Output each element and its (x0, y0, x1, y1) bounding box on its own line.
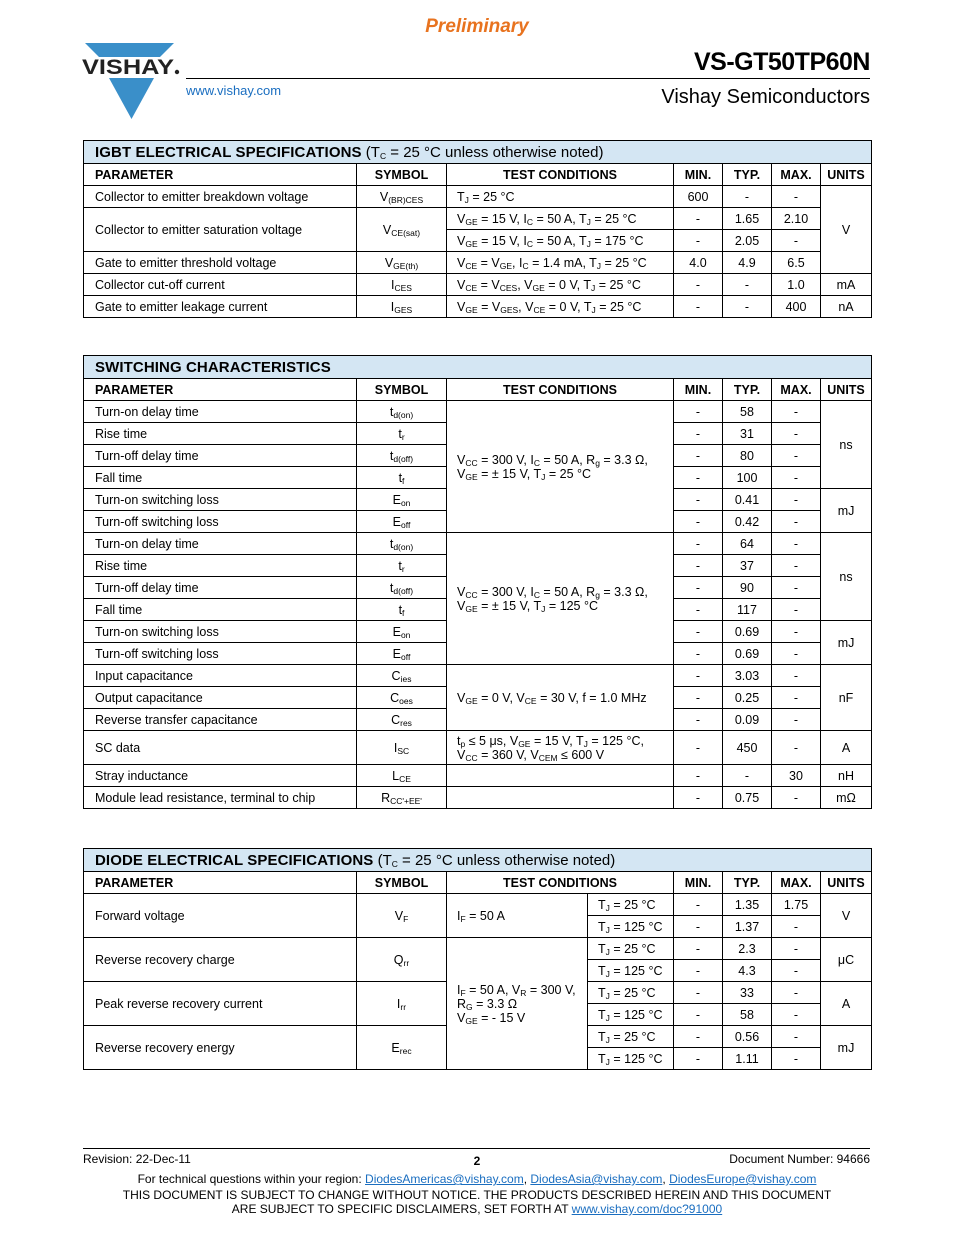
company-name: Vishay Semiconductors (661, 86, 870, 108)
table-row: Gate to emitter leakage current $I_{GES}$ $V_{GE} = V_{GES}$, $V_{CE} = 0$ V, $T_J = 25$ °C - - 400 nA (84, 296, 872, 318)
igbt-table-title: IGBT ELECTRICAL SPECIFICATIONS ($T_C = 25$ °C unless otherwise noted) (84, 141, 872, 164)
disclaimer-link[interactable]: www.vishay.com/doc?91000 (571, 1202, 723, 1216)
table-row: $T_J = 125$ °C - 1.11 - (84, 1048, 872, 1070)
table-row: Output capacitance $C_{oes}$ - 0.25 - (84, 687, 872, 709)
table-row: Turn-on switching loss $E_{on}$ - 0.69 - mJ (84, 621, 872, 643)
switching-header-row: PARAMETER SYMBOL TEST CONDITIONS MIN. TYP. MAX. UNITS (84, 379, 872, 401)
diode-header-row: PARAMETER SYMBOL TEST CONDITIONS MIN. TYP. MAX. UNITS (84, 872, 872, 894)
table-row: Turn-off delay time $t_{d(off)}$ - 80 - (84, 445, 872, 467)
igbt-header-row: PARAMETER SYMBOL TEST CONDITIONS MIN. TYP. MAX. UNITS (84, 164, 872, 186)
conditions-sc: $t_p \le 5$ μs, $V_{GE} = 15$ V, $T_J = 125$ °C, $V_{CC} = 360$ V, $V_{CEM} \le 600$ V (447, 731, 674, 765)
table-row: Collector cut-off current $I_{CES}$ $V_{CE} = V_{CES}$, $V_{GE} = 0$ V, $T_J = 25$ °C - - 1.0 mA (84, 274, 872, 296)
table-row: Collector to emitter saturation voltage $V_{CE(sat)}$ $V_{GE} = 15$ V, $I_C = 50$ A, $T_J = 25$ °C - 1.65 2.10 (84, 208, 872, 230)
table-row: Forward voltage $V_F$ $I_F = 50$ A $T_J = 25$ °C - 1.35 1.75 V (84, 894, 872, 916)
table-row: $T_J = 125$ °C - 58 - (84, 1004, 872, 1026)
switching-table-title: SWITCHING CHARACTERISTICS (84, 356, 872, 379)
notice-line-1: THIS DOCUMENT IS SUBJECT TO CHANGE WITHOUT NOTICE. THE PRODUCTS DESCRIBED HEREIN AND THIS DOCUMENT (122, 1188, 832, 1202)
diode-table-title: DIODE ELECTRICAL SPECIFICATIONS ($T_C = 25$ °C unless otherwise noted) (84, 849, 872, 872)
table-row: Rise time $t_r$ - 37 - (84, 555, 872, 577)
diode-spec-table (83, 848, 872, 1070)
email-europe-link[interactable]: DiodesEurope@vishay.com (669, 1172, 817, 1186)
document-number: Document Number: 94666 (729, 1152, 870, 1166)
conditions-capacitance: $V_{GE} = 0$ V, $V_{CE} = 30$ V, f = 1.0 MHz (447, 665, 674, 731)
table-row: Reverse transfer capacitance $C_{res}$ - 0.09 - (84, 709, 872, 731)
table-row: Turn-on switching loss $E_{on}$ - 0.41 - mJ (84, 489, 872, 511)
header-rule (186, 78, 870, 79)
page-number: 2 (473, 1154, 481, 1168)
table-row: Turn-off switching loss $E_{off}$ - 0.69 - (84, 643, 872, 665)
conditions-tj125: $V_{CC} = 300$ V, $I_C = 50$ A, $R_g = 3.3$ Ω, $V_{GE}$ = ± 15 V, $T_J = 125$ °C (447, 533, 674, 665)
table-row: Rise time $t_r$ - 31 - (84, 423, 872, 445)
notice-line-2: ARE SUBJECT TO SPECIFIC DISCLAIMERS, SET FORTH AT www.vishay.com/doc?91000 (231, 1202, 723, 1216)
email-americas-link[interactable]: DiodesAmericas@vishay.com (365, 1172, 524, 1186)
table-row: $V_{GE} = 15$ V, $I_C = 50$ A, $T_J = 175$ °C - 2.05 - (84, 230, 872, 252)
preliminary-label: Preliminary (425, 16, 529, 37)
table-row: Input capacitance $C_{ies}$ $V_{GE} = 0$ V, $V_{CE} = 30$ V, f = 1.0 MHz - 3.03 - nF (84, 665, 872, 687)
table-row: $T_J = 125$ °C - 4.3 - (84, 960, 872, 982)
switching-table (83, 355, 872, 809)
table-row: $T_J = 125$ °C - 1.37 - (84, 916, 872, 938)
table-row: Collector to emitter breakdown voltage $V_{(BR)CES}$ $T_J = 25$ °C 600 - - V (84, 186, 872, 208)
table-row: Reverse recovery energy $E_{rec}$ $T_J = 25$ °C - 0.56 - mJ (84, 1026, 872, 1048)
tech-contact-line: For technical questions within your region: DiodesAmericas@vishay.com, DiodesAsia@vishay.com, DiodesEurope@vishay.com (137, 1172, 817, 1186)
svg-text:VISHAY: VISHAY (82, 56, 174, 79)
revision-date: Revision: 22-Dec-11 (83, 1152, 191, 1166)
vishay-logo (82, 43, 182, 121)
table-row: Stray inductance $L_{CE}$ - - 30 nH (84, 765, 872, 787)
table-row: Peak reverse recovery current $I_{rr}$ $T_J = 25$ °C - 33 - A (84, 982, 872, 1004)
table-row: Fall time $t_f$ - 100 - (84, 467, 872, 489)
website-link[interactable]: www.vishay.com (186, 83, 282, 98)
table-row: Turn-off switching loss $E_{off}$ - 0.42 - (84, 511, 872, 533)
table-row: Fall time $t_f$ - 117 - (84, 599, 872, 621)
table-row: Module lead resistance, terminal to chip $R_{CC'+EE'}$ - 0.75 - mΩ (84, 787, 872, 809)
footer-rule (83, 1148, 870, 1149)
conditions-tj25: $V_{CC} = 300$ V, $I_C = 50$ A, $R_g = 3.3$ Ω, $V_{GE}$ = ± 15 V, $T_J = 25$ °C (447, 401, 674, 533)
email-asia-link[interactable]: DiodesAsia@vishay.com (530, 1172, 663, 1186)
document-id: VS-GT50TP60N (693, 48, 870, 76)
table-row: Reverse recovery charge $Q_{rr}$ $I_F = 50$ A, $V_R = 300$ V, $R_G = 3.3$ Ω $V_{GE}$ = - 15 V $T_J = 25$ °C - 2.3 - μC (84, 938, 872, 960)
table-row: Turn-on delay time $t_{d(on)}$ $V_{CC} = 300$ V, $I_C = 50$ A, $R_g = 3.3$ Ω, $V_{GE}$ = ± 15 V, $T_J = 125$ °C - 64 - ns (84, 533, 872, 555)
conditions-recovery: $I_F = 50$ A, $V_R = 300$ V, $R_G = 3.3$ Ω $V_{GE}$ = - 15 V (447, 938, 588, 1070)
igbt-spec-table (83, 140, 872, 318)
unit-cell: V (821, 186, 872, 274)
table-row: Gate to emitter threshold voltage $V_{GE(th)}$ $V_{CE} = V_{GE}$, $I_C = 1.4$ mA, $T_J = 25$ °C 4.0 4.9 6.5 (84, 252, 872, 274)
table-row: Turn-off delay time $t_{d(off)}$ - 90 - (84, 577, 872, 599)
table-row: Turn-on delay time $t_{d(on)}$ $V_{CC} = 300$ V, $I_C = 50$ A, $R_g = 3.3$ Ω, $V_{GE}$ = ± 15 V, $T_J = 25$ °C - 58 - ns (84, 401, 872, 423)
table-row: SC data $I_{SC}$ $t_p \le 5$ μs, $V_{GE} = 15$ V, $T_J = 125$ °C, $V_{CC} = 360$ V, $V_{CEM} \le 600$ V - 450 - A (84, 731, 872, 765)
